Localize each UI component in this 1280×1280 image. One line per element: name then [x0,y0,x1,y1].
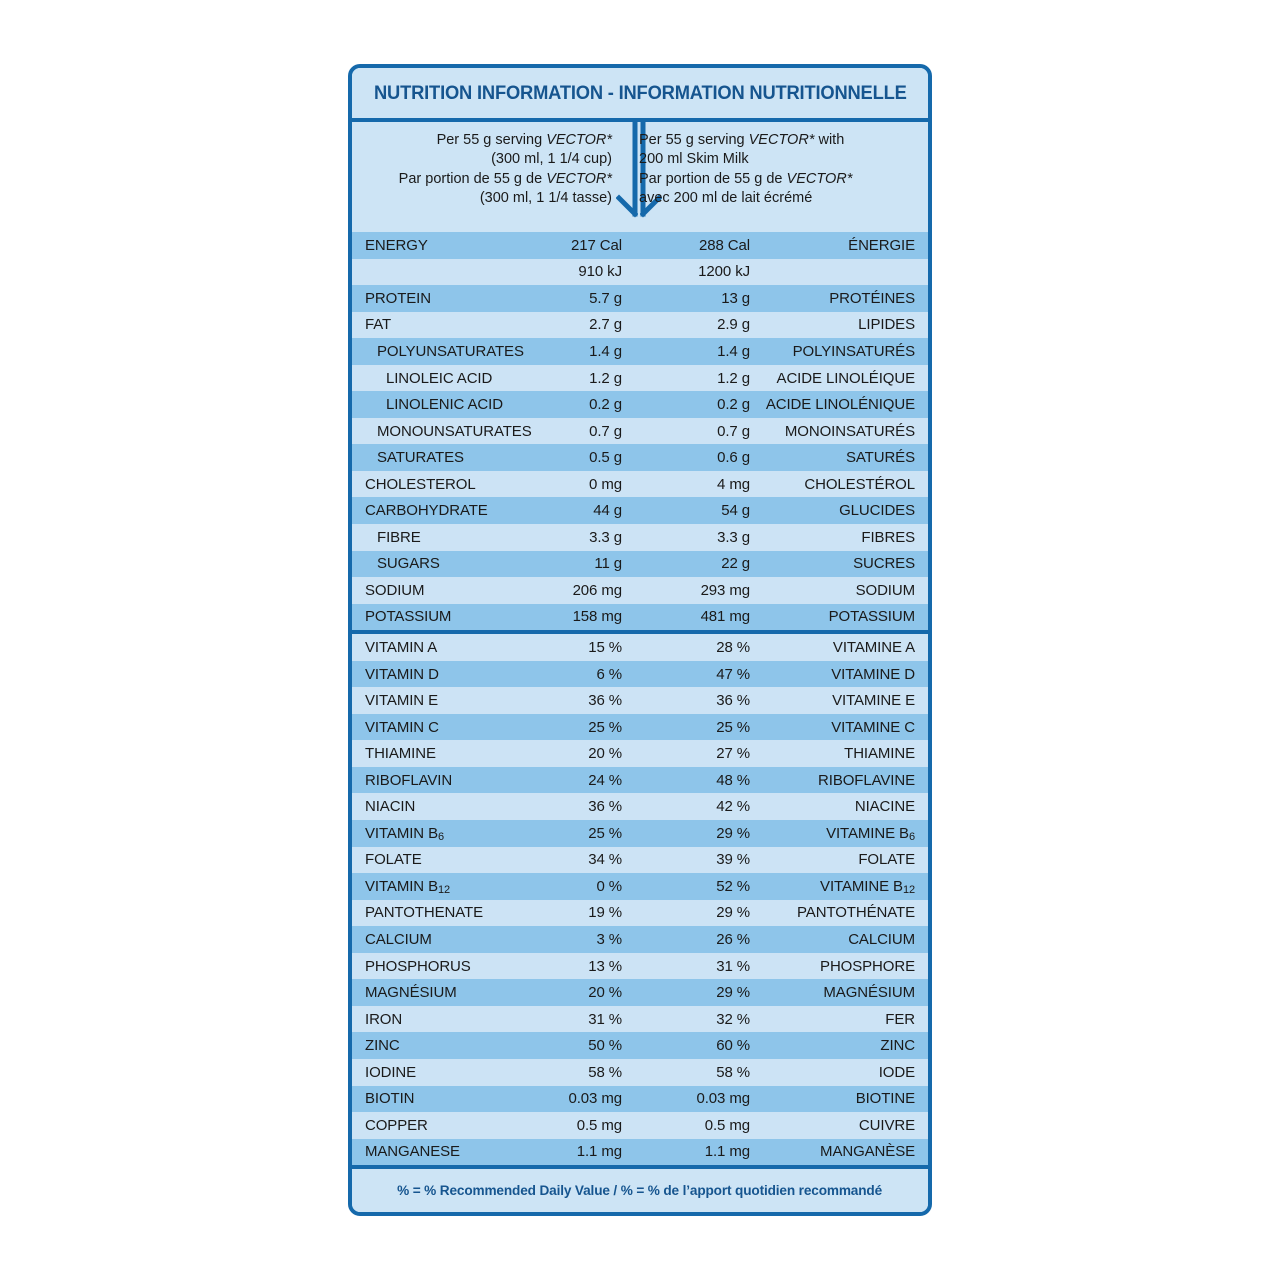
nutrient-label-en: ZINC [365,1037,400,1055]
nutrient-label-fr: VITAMINE D [831,665,915,683]
table-row [352,714,928,741]
table-row [352,634,928,661]
nutrient-label-fr: MAGNÉSIUM [823,984,915,1002]
daily-value-note: % = % Recommended Daily Value / % = % de l’apport quotidien recommandé [397,1183,883,1200]
value-with-milk: 52 % [716,877,750,895]
table-row [352,900,928,927]
table-row [352,1006,928,1033]
table-row [352,820,928,847]
product-name-fr: VECTOR* [546,170,612,187]
nutrient-label-fr: PANTOTHÉNATE [797,904,915,922]
nutrient-label-fr: PHOSPHORE [820,957,915,975]
table-row [352,1059,928,1086]
table-row [352,551,928,578]
nutrient-label-en: BIOTIN [365,1090,415,1108]
nutrient-label-en: VITAMIN E [365,692,438,710]
macronutrient-table [352,232,928,630]
nutrient-label-en: MAGNÉSIUM [365,984,457,1002]
nutrient-label-en: FOLATE [365,851,422,869]
value-cereal-only: 44 g [593,502,622,520]
nutrient-label-fr: SATURÉS [845,449,915,467]
value-cereal-only: 58 % [588,1063,622,1081]
product-name: VECTOR* [748,132,815,148]
nutrient-label-en: SODIUM [365,581,425,599]
nutrient-label-fr: VITAMINE E [832,692,915,710]
value-with-milk: 60 % [716,1037,750,1055]
value-with-milk: 48 % [716,771,750,789]
value-cereal-only: 158 mg [572,608,622,626]
table-row [352,312,928,339]
table-row [352,953,928,980]
value-with-milk: 42 % [716,798,750,816]
table-row [352,793,928,820]
table-row [352,873,928,900]
table-row [352,687,928,714]
nutrient-label-fr: VITAMINE A [832,638,915,656]
nutrient-label-en: MONOUNSATURATES [377,422,532,440]
value-with-milk: 1200 kJ [698,263,750,281]
serving-column-with-milk [626,122,928,232]
serving-size-header [352,122,928,232]
panel-title: NUTRITION INFORMATION - INFORMATION NUTRITIONNELLE [373,81,907,104]
value-cereal-only: 910 kJ [578,263,622,281]
vitamin-mineral-table [352,634,928,1165]
nutrient-label-fr: VITAMINE C [831,718,915,736]
nutrient-label-en: CARBOHYDRATE [365,502,488,520]
nutrient-label-en: PROTEIN [365,289,431,307]
nutrient-label-en: IODINE [365,1063,417,1081]
value-cereal-only: 6 % [596,665,622,683]
nutrient-label-en: THIAMINE [365,745,436,763]
nutrient-label-en: POTASSIUM [365,608,452,626]
table-row [352,1032,928,1059]
nutrient-label-en: FAT [365,316,392,334]
table-row [352,1112,928,1139]
serving-column-cereal-only [352,122,626,232]
nutrient-label-fr: GLUCIDES [839,502,915,520]
value-with-milk: 13 g [721,289,750,307]
value-with-milk: 0.7 g [717,422,750,440]
value-cereal-only: 2.7 g [589,316,622,334]
nutrient-label-en: FIBRE [377,528,421,546]
nutrient-label-en: NIACIN [365,798,416,816]
nutrient-label-en: VITAMIN $B_6$ [365,824,445,844]
value-with-milk: 0.03 mg [696,1090,750,1108]
table-row [352,604,928,631]
value-with-milk: 58 % [716,1063,750,1081]
table-row [352,740,928,767]
value-with-milk: 288 Cal [698,236,750,254]
table-row [352,577,928,604]
nutrient-label-fr: IODE [878,1063,915,1081]
value-cereal-only: 1.4 g [589,342,622,360]
value-cereal-only: 0.2 g [589,396,622,414]
value-cereal-only: 36 % [588,692,622,710]
table-row [352,524,928,551]
nutrient-label-fr: VITAMINE $B_6$ [826,824,915,844]
nutrition-information-panel [348,64,932,1216]
nutrient-label-fr: CHOLESTÉROL [804,475,915,493]
nutrient-label-en: COPPER [365,1116,428,1134]
table-row [352,285,928,312]
value-with-milk: 2.9 g [717,316,750,334]
table-row [352,259,928,286]
nutrient-label-fr: NIACINE [854,798,915,816]
value-with-milk: 47 % [716,665,750,683]
nutrient-label-fr: ACIDE LINOLÉNIQUE [765,396,915,414]
value-cereal-only: 36 % [588,798,622,816]
serving-line-1: Per 55 g serving VECTOR* with [639,132,845,148]
serving-line-3: Par portion de 55 g de VECTOR* [639,170,853,187]
table-row [352,391,928,418]
nutrient-label-en: IRON [365,1010,403,1028]
value-cereal-only: 1.1 mg [576,1143,622,1161]
table-row [352,232,928,259]
nutrient-label-en: VITAMIN D [365,665,439,683]
value-with-milk: 4 mg [717,475,750,493]
value-cereal-only: 0 mg [589,475,622,493]
nutrient-label-fr: SUCRES [853,555,915,573]
value-cereal-only: 206 mg [572,581,622,599]
table-row [352,979,928,1006]
nutrient-label-en: CALCIUM [365,930,432,948]
nutrient-label-fr: LIPIDES [858,316,915,334]
nutrient-label-fr: FIBRES [861,528,915,546]
value-with-milk: 0.2 g [717,396,750,414]
nutrient-label-fr: RIBOFLAVINE [818,771,915,789]
table-row [352,926,928,953]
value-with-milk: 26 % [716,930,750,948]
table-row [352,661,928,688]
value-with-milk: 1.2 g [717,369,750,387]
nutrient-label-fr: ÉNERGIE [848,236,915,254]
table-row [352,497,928,524]
nutrient-label-fr: ZINC [880,1037,915,1055]
value-with-milk: 54 g [721,502,750,520]
table-row [352,1086,928,1113]
table-row [352,418,928,445]
nutrient-label-fr: MONOINSATURÉS [784,422,915,440]
nutrient-label-en: POLYUNSATURATES [377,342,524,360]
value-with-milk: 0.6 g [717,449,750,467]
product-name-fr: VECTOR* [786,170,853,187]
value-cereal-only: 13 % [588,957,622,975]
nutrient-label-fr: PROTÉINES [829,289,915,307]
value-with-milk: 1.1 mg [704,1143,750,1161]
serving-line-3: Par portion de 55 g de VECTOR* [398,170,612,187]
value-cereal-only: 34 % [588,851,622,869]
value-cereal-only: 0 % [596,877,622,895]
value-cereal-only: 31 % [588,1010,622,1028]
value-with-milk: 36 % [716,692,750,710]
nutrient-label-en: PANTOTHENATE [365,904,483,922]
value-cereal-only: 19 % [588,904,622,922]
value-cereal-only: 11 g [594,555,622,573]
nutrient-label-en: VITAMIN $B_{12}$ [365,877,451,897]
nutrient-label-fr: ACIDE LINOLÉIQUE [776,369,915,387]
value-with-milk: 32 % [716,1010,750,1028]
panel-title-bar [352,68,928,122]
value-with-milk: 39 % [716,851,750,869]
nutrient-label-en: RIBOFLAVIN [365,771,453,789]
nutrient-label-en: ENERGY [365,236,428,254]
nutrient-label-fr: POTASSIUM [828,608,915,626]
value-cereal-only: 24 % [588,771,622,789]
nutrient-label-en: CHOLESTEROL [365,475,476,493]
value-with-milk: 1.4 g [717,342,750,360]
value-cereal-only: 15 % [588,638,622,656]
value-cereal-only: 1.2 g [589,369,622,387]
value-cereal-only: 0.5 g [589,449,622,467]
nutrient-label-en: VITAMIN A [365,638,438,656]
value-with-milk: 481 mg [700,608,750,626]
nutrient-label-en: SATURATES [377,449,464,467]
nutrient-label-en: VITAMIN C [365,718,439,736]
value-with-milk: 31 % [716,957,750,975]
value-with-milk: 29 % [716,824,750,842]
value-with-milk: 29 % [716,984,750,1002]
value-with-milk: 22 g [721,555,750,573]
value-with-milk: 293 mg [700,581,750,599]
nutrient-label-en: LINOLENIC ACID [386,396,503,414]
nutrient-label-fr: VITAMINE $B_{12}$ [820,877,915,897]
table-row [352,1139,928,1166]
value-cereal-only: 20 % [588,984,622,1002]
panel-footer-bar [352,1165,928,1213]
nutrient-label-fr: BIOTINE [855,1090,915,1108]
nutrient-label-fr: FOLATE [858,851,915,869]
value-with-milk: 28 % [716,638,750,656]
value-cereal-only: 20 % [588,745,622,763]
nutrient-label-en: SUGARS [377,555,440,573]
value-cereal-only: 0.7 g [589,422,622,440]
value-cereal-only: 3 % [596,930,622,948]
value-cereal-only: 5.7 g [589,289,622,307]
nutrient-label-en: PHOSPHORUS [365,957,471,975]
value-cereal-only: 217 Cal [570,236,622,254]
nutrient-label-fr: MANGANÈSE [820,1143,915,1161]
table-row [352,365,928,392]
serving-line-1: Per 55 g serving VECTOR* [436,132,612,148]
table-row [352,471,928,498]
product-name: VECTOR* [546,132,612,148]
value-cereal-only: 50 % [588,1037,622,1055]
serving-line-2: 200 ml Skim Milk [639,151,749,168]
value-with-milk: 0.5 mg [704,1116,750,1134]
nutrient-label-fr: FER [885,1010,915,1028]
table-row [352,444,928,471]
value-cereal-only: 3.3 g [589,528,622,546]
value-cereal-only: 0.5 mg [576,1116,622,1134]
serving-line-4: avec 200 ml de lait écrémé [639,190,813,207]
value-with-milk: 27 % [716,745,750,763]
nutrient-label-fr: SODIUM [855,581,915,599]
table-row [352,767,928,794]
value-cereal-only: 0.03 mg [568,1090,622,1108]
value-cereal-only: 25 % [588,718,622,736]
nutrient-label-fr: THIAMINE [844,745,915,763]
nutrient-label-fr: CUIVRE [858,1116,915,1134]
nutrient-label-fr: POLYINSATURÉS [792,342,915,360]
nutrient-label-en: LINOLEIC ACID [386,369,493,387]
serving-line-2: (300 ml, 1 1/4 cup) [491,151,612,168]
nutrient-label-fr: CALCIUM [848,930,915,948]
value-with-milk: 25 % [716,718,750,736]
value-cereal-only: 25 % [588,824,622,842]
nutrient-label-en: MANGANESE [365,1143,460,1161]
serving-line-4: (300 ml, 1 1/4 tasse) [479,190,612,207]
table-row [352,338,928,365]
value-with-milk: 29 % [716,904,750,922]
table-row [352,847,928,874]
value-with-milk: 3.3 g [717,528,750,546]
